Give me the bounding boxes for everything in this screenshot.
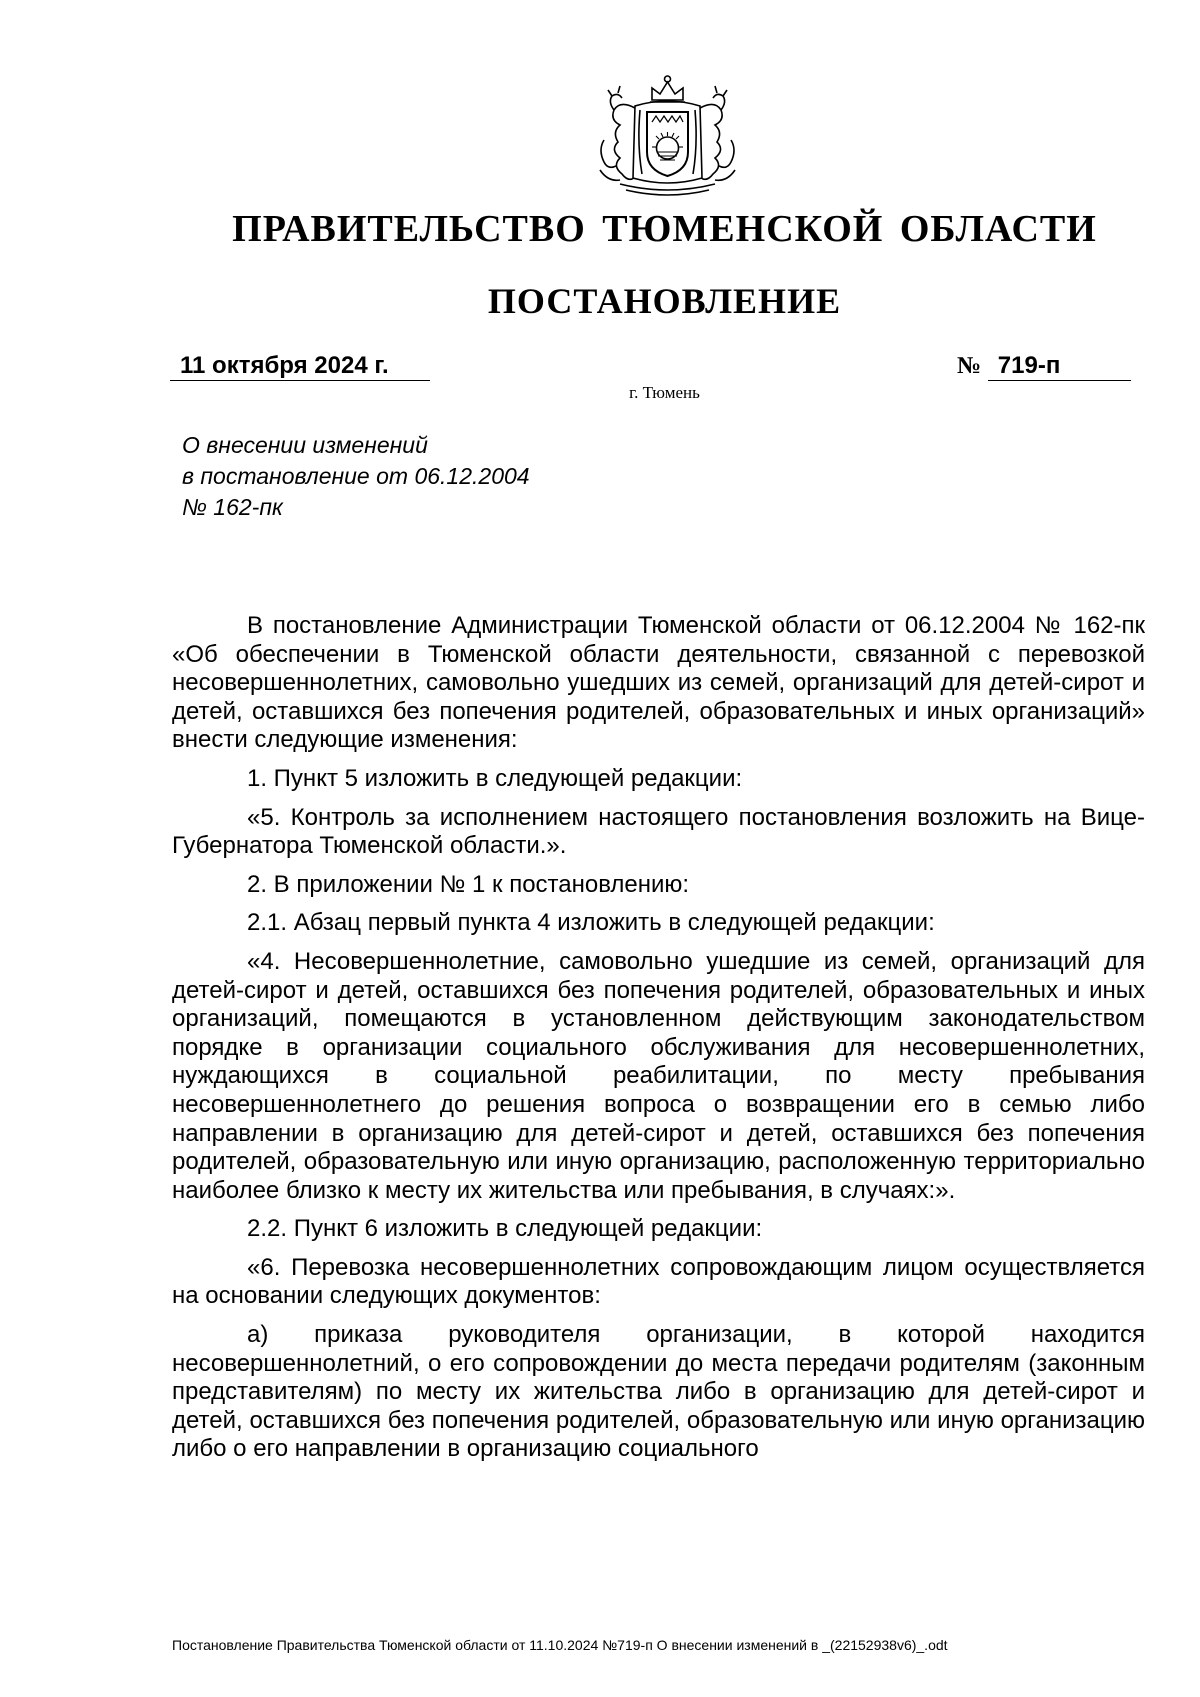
body-paragraph: «5. Контроль за исполнением настоящего постановления возложить на Вице-Губернатора Тюменской области.». — [172, 803, 1145, 860]
body-paragraph: 2.2. Пункт 6 изложить в следующей редакции: — [247, 1215, 763, 1243]
body-paragraph: а) приказа руководителя организации, в которой находится несовершеннолетний, о его сопровождении до места передачи родителям (законным представителям) по месту их жительства либо в организацию для детей-сирот и детей, оставшихся без попечения родителей, образовательную или иную организацию либо о его направлении в организацию социального — [172, 1321, 1145, 1463]
document-body — [172, 612, 1145, 1474]
body-paragraph: 2. В приложении № 1 к постановлению: — [247, 870, 690, 898]
document-subject — [182, 430, 530, 523]
body-paragraph: В постановление Администрации Тюменской области от 06.12.2004 № 162-пк «Об обеспечении в Тюменской области деятельности, связанной с перевозкой несовершеннолетних, самовольно ушедших из семей, организаций для детей-сирот и детей, оставшихся без попечения родителей, образовательных и иных организаций» внести следующие изменения: — [172, 612, 1145, 754]
body-paragraph: 2.1. Абзац первый пункта 4 изложить в следующей редакции: — [247, 909, 935, 937]
city-label: г. Тюмень — [629, 383, 700, 402]
number-sign: № — [957, 353, 982, 379]
document-type-title: ПОСТАНОВЛЕНИЕ — [487, 281, 842, 321]
document-number-block — [957, 352, 1135, 381]
subject-line: № 162-пк — [182, 494, 283, 520]
page-footer: Постановление Правительства Тюменской области от 11.10.2024 №719-п О внесении изменений в _(22152938v6)_.odt — [172, 1637, 948, 1653]
document-date: 11 октября 2024 г. — [170, 352, 430, 381]
body-paragraph: «6. Перевозка несовершеннолетних сопровождающим лицом осуществляется на основании следующих документов: — [172, 1253, 1145, 1310]
subject-line: в постановление от 06.12.2004 — [182, 463, 530, 489]
document-number: 719-п — [988, 352, 1131, 381]
subject-line: О внесении изменений — [182, 432, 428, 458]
government-title: ПРАВИТЕЛЬСТВО ТЮМЕНСКОЙ ОБЛАСТИ — [232, 208, 1097, 250]
body-paragraph: «4. Несовершеннолетние, самовольно ушедшие из семей, организаций для детей-сирот и детей, оставшихся без попечения родителей, образовательных и иных организаций, помещаются в установленном действующим законодательством порядке в организации социального обслуживания для несовершеннолетних, нуждающихся в социальной реабилитации, по месту пребывания несовершеннолетнего до решения вопроса о возвращении его в семью либо направлении в организацию для детей-сирот и детей, оставшихся без попечения родителей, образовательную или иную организацию, расположенную территориально наиболее близко к месту их жительства или пребывания, в случаях:». — [172, 947, 1145, 1204]
coat-of-arms-icon — [590, 70, 745, 200]
body-paragraph: 1. Пункт 5 изложить в следующей редакции: — [247, 764, 743, 792]
